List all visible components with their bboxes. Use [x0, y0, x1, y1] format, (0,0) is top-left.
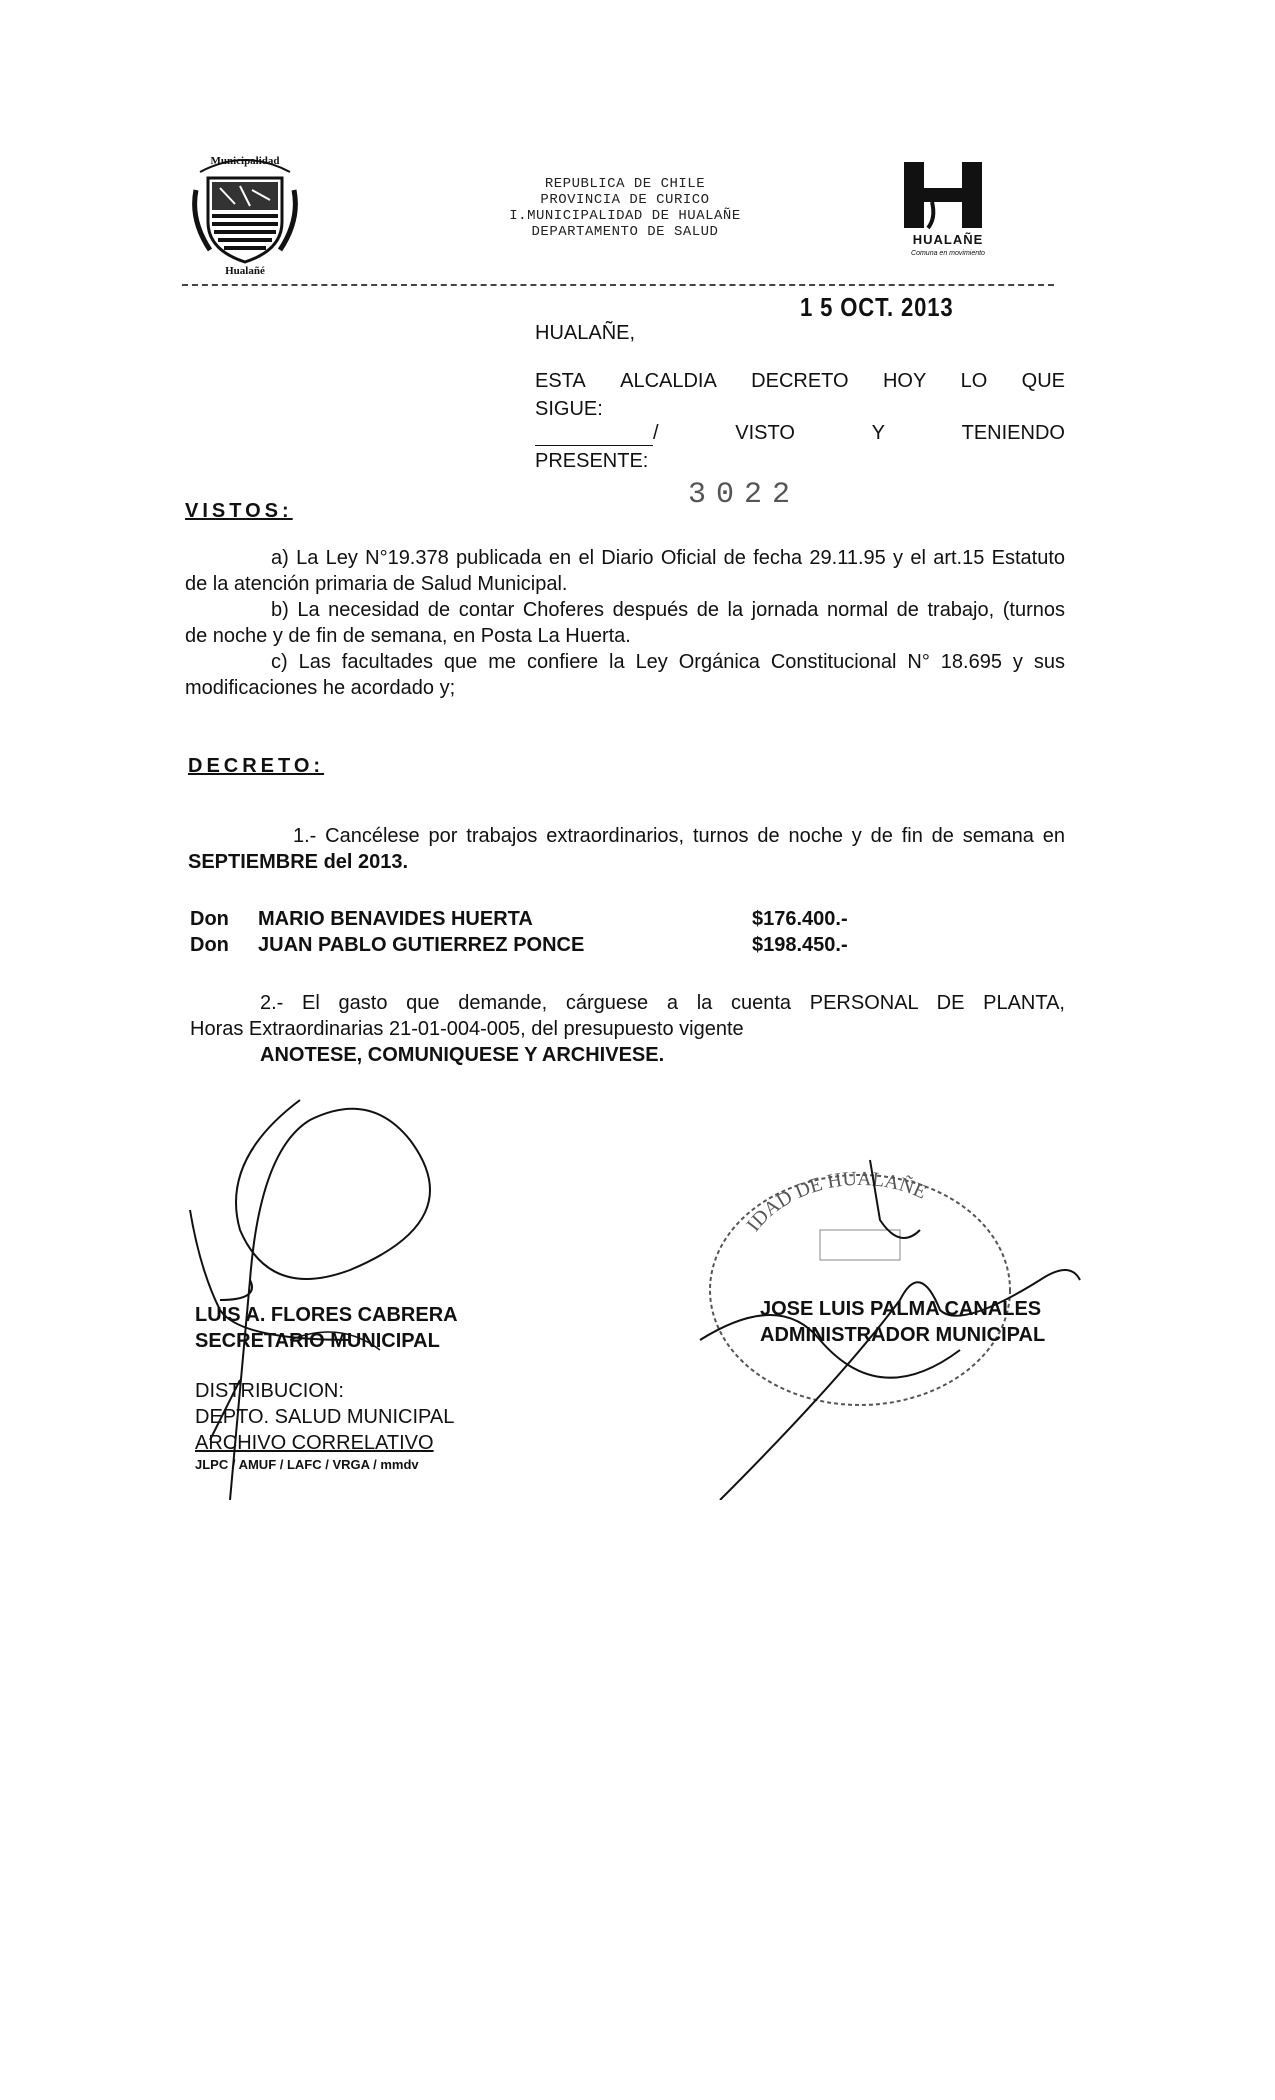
payee-name: JUAN PABLO GUTIERREZ PONCE [258, 934, 585, 956]
distribution-block [195, 1378, 454, 1474]
seal-text: IDAD DE HUALAÑE [742, 1167, 930, 1236]
brand-name: HUALAÑE [912, 232, 984, 247]
vistos-item-line: b) La necesidad de contar Choferes después de la jornada normal de trabajo, (turnos [271, 599, 1065, 621]
official-seal [710, 1168, 1010, 1405]
intro-word: LO [960, 370, 988, 392]
crest-top-text: Municipalidad [210, 155, 280, 167]
brand-tagline: Comuna en movimiento [911, 250, 985, 257]
intro-word: HOY [882, 370, 927, 392]
vistos-item-line: de noche y de fin de semana, en Posta La Huerta. [185, 625, 631, 647]
closing-formula: ANOTESE, COMUNIQUESE Y ARCHIVESE. [260, 1044, 665, 1066]
vistos-list [185, 545, 1065, 701]
vistos-item-line: modificaciones he acordado y; [185, 677, 456, 699]
date-stamp: 1 5 OCT. 2013 [800, 292, 954, 322]
intro-separator: / [653, 422, 659, 444]
document-header [475, 176, 775, 240]
decreto-heading: DECRETO: [188, 755, 325, 777]
intro-word: VISTO [735, 422, 795, 444]
intro-word: ALCALDIA [620, 370, 717, 392]
payee-amount: $198.450.- [752, 934, 848, 956]
seal-text-path [743, 1168, 930, 1236]
distribution-line: DEPTO. SALUD MUNICIPAL [195, 1406, 455, 1428]
place-name: HUALAÑE, [535, 322, 636, 344]
payee-row [190, 906, 890, 932]
municipal-crest-logo [190, 150, 300, 278]
distribution-line: ARCHIVO CORRELATIVO [195, 1432, 434, 1454]
intro-line-4: PRESENTE: [535, 450, 649, 472]
payee-row [190, 932, 890, 958]
payee-title: Don [190, 934, 229, 956]
crest-bottom-text: Hualañé [225, 265, 265, 277]
intro-word: ESTA [535, 370, 586, 392]
vistos-item-line: a) La Ley N°19.378 publicada en el Diario Oficial de fecha 29.11.95 y el art.15 Estatuto [271, 547, 1065, 569]
distribution-initials: JLPC / AMUF / LAFC / VRGA / mmdv [195, 1457, 419, 1472]
payee-list [190, 906, 890, 958]
payee-title: Don [190, 908, 229, 930]
intro-line-1 [535, 368, 1065, 394]
decreto-month: SEPTIEMBRE del 2013. [188, 851, 409, 873]
right-signatory-title: ADMINISTRADOR MUNICIPAL [760, 1324, 1046, 1346]
vistos-item-line: de la atención primaria de Salud Municipal. [185, 573, 568, 595]
payee-amount: $176.400.- [752, 908, 848, 930]
intro-word: Y [871, 422, 885, 444]
intro-word: QUE [1021, 370, 1065, 392]
header-line: REPUBLICA DE CHILE [544, 176, 706, 192]
distribution-title: DISTRIBUCION: [195, 1380, 344, 1402]
left-signatory-name: LUIS A. FLORES CABRERA [195, 1304, 458, 1326]
decreto-item-line: Horas Extraordinarias 21-01-004-005, del presupuesto vigente [190, 1018, 744, 1040]
header-line: PROVINCIA DE CURICO [540, 192, 710, 208]
payee-name: MARIO BENAVIDES HUERTA [258, 908, 533, 930]
intro-blank [535, 420, 659, 446]
intro-line-2: SIGUE: [535, 398, 603, 420]
intro-word: DECRETO [751, 370, 849, 392]
hualane-brand-logo [898, 158, 998, 258]
header-line: I.MUNICIPALIDAD DE HUALAÑE [509, 208, 741, 224]
decreto-item-2 [190, 990, 1065, 1068]
intro-line-3 [535, 420, 1065, 446]
decreto-item-line: 2.- El gasto que demande, cárguese a la cuenta PERSONAL DE PLANTA, [260, 992, 1065, 1014]
header-line: DEPARTAMENTO DE SALUD [531, 224, 719, 240]
left-signatory [195, 1302, 458, 1354]
right-signatory [760, 1296, 1045, 1348]
vistos-heading: VISTOS: [185, 500, 293, 522]
header-divider [182, 284, 1054, 286]
decree-number-stamp: 3022 [688, 478, 801, 512]
decreto-item-1 [188, 823, 1065, 875]
left-signatory-title: SECRETARIO MUNICIPAL [195, 1330, 440, 1352]
vistos-item-line: c) Las facultades que me confiere la Ley Orgánica Constitucional N° 18.695 y sus [271, 651, 1065, 673]
decreto-item-line: 1.- Cancélese por trabajos extraordinarios, turnos de noche y de fin de semana en [293, 825, 1065, 847]
intro-word: TENIENDO [961, 422, 1065, 444]
right-signatory-name: JOSE LUIS PALMA CANALES [760, 1298, 1042, 1320]
